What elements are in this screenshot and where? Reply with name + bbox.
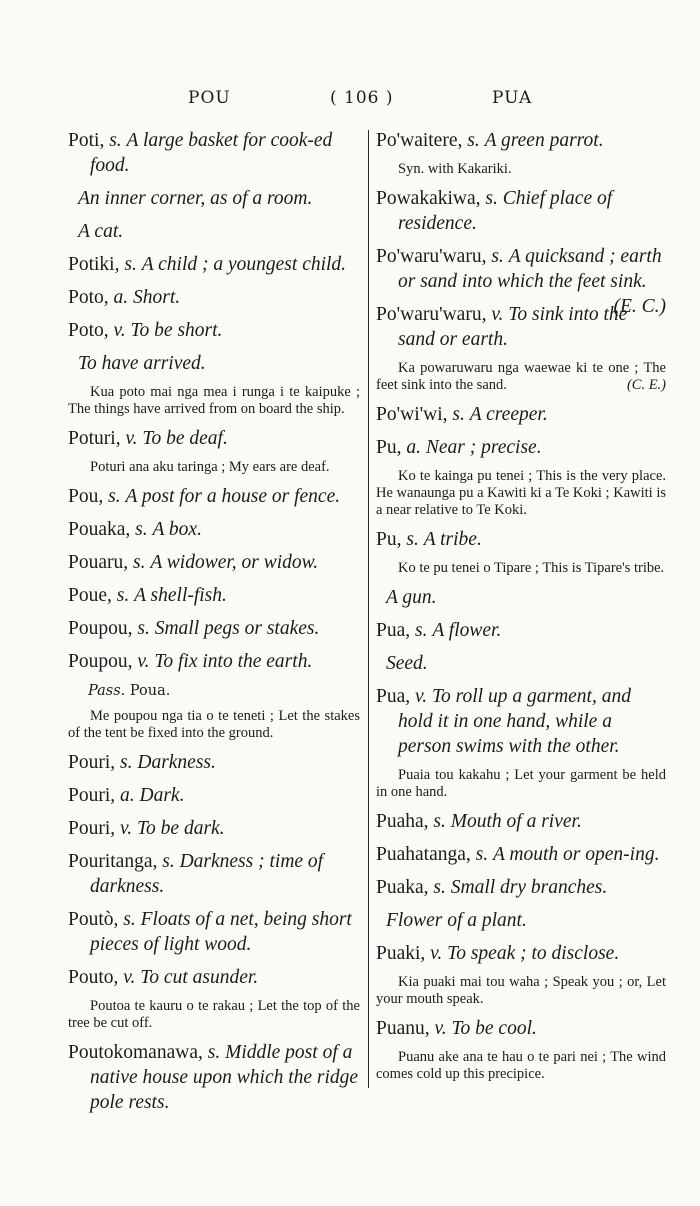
- entry-definition: A box.: [152, 519, 202, 540]
- entry-headword: Pouri: [68, 818, 111, 839]
- dictionary-entry: Poturi, v. To be deaf.: [68, 428, 228, 449]
- entry-part-of-speech: s.: [467, 130, 480, 151]
- entry-definition: To cut asunder.: [140, 967, 259, 988]
- entry-headword: Puahatanga: [376, 844, 466, 865]
- entry-part-of-speech: s.: [475, 844, 489, 865]
- dictionary-entry: Poutò, s. Floats of a net, being short pieces of light wood.: [68, 909, 352, 955]
- entry-headword: Poupou: [68, 618, 128, 639]
- entry-definition: Short.: [133, 287, 181, 308]
- entry-definition: Dark.: [139, 785, 185, 806]
- entry-part-of-speech: v.: [415, 686, 428, 707]
- dictionary-entry: Pouaka, s. A box.: [68, 519, 202, 540]
- entry-part-of-speech: s.: [491, 246, 504, 267]
- dictionary-entry: Powakakiwa, s. Chief place of residence.: [376, 188, 613, 234]
- dictionary-entry: Puanu, v. To be cool.: [376, 1018, 537, 1039]
- example-text: Poturi ana aku taringa ; My ears are deaf.: [90, 459, 330, 475]
- example-text: Kua poto mai nga mea i runga i te kaipuke ; The things have arrived from on board the ship.: [68, 384, 360, 417]
- dictionary-entry: Poto, a. Short.: [68, 287, 181, 308]
- example-text: Me poupou nga tia o te teneti ; Let the stakes of the tent be fixed into the ground.: [68, 708, 360, 741]
- dictionary-entry: Poue, s. A shell-fish.: [68, 585, 227, 606]
- entry-headword: Poutokomanawa: [68, 1042, 198, 1063]
- dictionary-entry: Poupou, s. Small pegs or stakes.: [68, 618, 320, 639]
- entry-headword: Poti: [68, 130, 100, 151]
- entry-headword: Pouri: [68, 785, 111, 806]
- entry-definition: Middle post of a native house upon which the ridge pole rests.: [90, 1042, 359, 1113]
- entry-definition: To roll up a garment, and hold it in one hand, while a person swims with the other.: [398, 686, 631, 757]
- entry-headword: Pua: [376, 620, 406, 641]
- usage-example: [376, 161, 666, 178]
- entry-definition: A large basket for cook-ed food.: [90, 130, 333, 176]
- entry-part-of-speech: v.: [123, 967, 136, 988]
- entry-definition: Small pegs or stakes.: [154, 618, 320, 639]
- dictionary-entry: Puaha, s. Mouth of a river.: [376, 811, 582, 832]
- example-text: Syn. with Kakariki.: [398, 161, 512, 177]
- entry-part-of-speech: s.: [124, 254, 137, 275]
- entry-definition: A widower, or widow.: [150, 552, 319, 573]
- passive-word: Poua.: [129, 683, 171, 699]
- entry-headword: Poto: [68, 320, 104, 341]
- entry-headword: Pua: [376, 686, 406, 707]
- entry-part-of-speech: s.: [485, 188, 498, 209]
- entry-definition: To fix into the earth.: [154, 651, 313, 672]
- dictionary-entry: Po'wi'wi, s. A creeper.: [376, 404, 548, 425]
- entry-headword: Puaki: [376, 943, 421, 964]
- dictionary-entry: Puahatanga, s. A mouth or open-ing.: [376, 844, 660, 865]
- usage-example: [376, 560, 666, 577]
- entry-definition: To be cool.: [451, 1018, 537, 1039]
- entry-source: (E. C.): [613, 296, 666, 317]
- entry-definition: To be dark.: [136, 818, 225, 839]
- usage-example: [68, 708, 360, 742]
- dictionary-entry: Po'waru'waru, s. A quicksand ; earth or sand into which the feet sink. (E. C.): [376, 246, 666, 317]
- entry-headword: Po'wi'wi: [376, 404, 443, 425]
- usage-example: [68, 459, 360, 476]
- dictionary-entry: Poutokomanawa, s. Middle post of a native house upon which the ridge pole rests.: [68, 1042, 359, 1113]
- entry-part-of-speech: s.: [123, 909, 136, 930]
- entry-definition: Floats of a net, being short pieces of light wood.: [90, 909, 352, 955]
- entry-headword: Poupou: [68, 651, 128, 672]
- entry-part-of-speech: s.: [120, 752, 133, 773]
- entry-part-of-speech: s.: [452, 404, 465, 425]
- example-text: Puanu ake ana te hau o te pari nei ; The wind comes cold up this precipice.: [376, 1049, 666, 1082]
- entry-definition: A creeper.: [469, 404, 548, 425]
- additional-sense: A gun.: [386, 587, 437, 608]
- entry-definition: A post for a house or fence.: [125, 486, 341, 507]
- entry-headword: Pouritanga: [68, 851, 153, 872]
- additional-sense: An inner corner, as of a room.: [78, 188, 313, 209]
- example-source: (C. E.): [626, 377, 666, 393]
- entry-part-of-speech: v.: [113, 320, 126, 341]
- dictionary-entry: Pua, v. To roll up a garment, and hold it in one hand, while a person swims with the other.: [376, 686, 631, 757]
- entry-part-of-speech: v.: [430, 943, 443, 964]
- entry-headword: Pouto: [68, 967, 114, 988]
- entry-part-of-speech: s.: [406, 529, 419, 550]
- dictionary-entry: Pu, s. A tribe.: [376, 529, 482, 550]
- entry-headword: Pu: [376, 529, 397, 550]
- usage-example: [376, 360, 666, 394]
- example-text: Ka powaruwaru nga waewae ki te one ; The feet sink into the sand.: [376, 360, 666, 393]
- entry-part-of-speech: v.: [125, 428, 138, 449]
- usage-example: [68, 384, 360, 418]
- dictionary-entry: Pouri, s. Darkness.: [68, 752, 216, 773]
- passive-label: Pass.: [88, 683, 126, 699]
- entry-part-of-speech: s.: [109, 130, 122, 151]
- example-text: Kia puaki mai tou waha ; Speak you ; or, Let your mouth speak.: [376, 974, 666, 1007]
- entry-headword: Pou: [68, 486, 99, 507]
- entry-definition: A child ; a youngest child.: [141, 254, 347, 275]
- entry-definition: A shell-fish.: [134, 585, 227, 606]
- dictionary-entry: Po'waitere, s. A green parrot.: [376, 130, 604, 151]
- entry-headword: Potiki: [68, 254, 115, 275]
- additional-sense: Seed.: [386, 653, 428, 674]
- entry-headword: Puanu: [376, 1018, 425, 1039]
- entry-definition: Small dry branches.: [450, 877, 608, 898]
- entry-headword: Pu: [376, 437, 397, 458]
- entry-part-of-speech: v.: [434, 1018, 447, 1039]
- example-text: Ko te pu tenei o Tipare ; This is Tipare's tribe.: [398, 560, 665, 576]
- entry-part-of-speech: s.: [162, 851, 175, 872]
- usage-example: [68, 998, 360, 1032]
- usage-example: [376, 1049, 666, 1083]
- example-text: Ko te kainga pu tenei ; This is the very place. He wanaunga pu a Kawiti ki a Te Koki ; Kawiti is a near relative to Te Koki.: [376, 468, 666, 518]
- page-number: ( 106 ): [330, 88, 394, 108]
- entry-part-of-speech: s.: [108, 486, 121, 507]
- passive-form: [68, 682, 360, 700]
- entry-definition: A tribe.: [423, 529, 482, 550]
- left-column: [68, 128, 360, 1123]
- entry-definition: To sink into the sand or earth.: [398, 304, 628, 350]
- entry-definition: A flower.: [432, 620, 502, 641]
- entry-definition: Darkness.: [137, 752, 216, 773]
- usage-example: [376, 767, 666, 801]
- entry-part-of-speech: s.: [135, 519, 148, 540]
- dictionary-entry: Po'waru'waru, v. To sink into the sand or earth.: [376, 304, 628, 350]
- page-header: [0, 88, 700, 112]
- additional-sense: To have arrived.: [78, 353, 206, 374]
- entry-part-of-speech: s.: [433, 811, 446, 832]
- entry-part-of-speech: v.: [137, 651, 150, 672]
- dictionary-entry: Pouto, v. To cut asunder.: [68, 967, 259, 988]
- entry-headword: Pouri: [68, 752, 111, 773]
- entry-part-of-speech: v.: [120, 818, 133, 839]
- entry-headword: Puaha: [376, 811, 424, 832]
- dictionary-entry: Puaki, v. To speak ; to disclose.: [376, 943, 620, 964]
- entry-part-of-speech: s.: [137, 618, 150, 639]
- dictionary-entry: Pouri, a. Dark.: [68, 785, 185, 806]
- entry-part-of-speech: a.: [113, 287, 129, 308]
- example-text: Puaia tou kakahu ; Let your garment be held in one hand.: [376, 767, 666, 800]
- header-left-guide-word: POU: [188, 88, 231, 108]
- entry-definition: To speak ; to disclose.: [447, 943, 620, 964]
- dictionary-entry: Pou, s. A post for a house or fence.: [68, 486, 341, 507]
- entry-part-of-speech: s.: [415, 620, 428, 641]
- entry-definition: A green parrot.: [484, 130, 604, 151]
- entry-headword: Poto: [68, 287, 104, 308]
- entry-headword: Poutò: [68, 909, 114, 930]
- dictionary-entry: Pouri, v. To be dark.: [68, 818, 225, 839]
- dictionary-entry: Poti, s. A large basket for cook-ed food.: [68, 130, 333, 176]
- entry-headword: Po'waitere: [376, 130, 458, 151]
- usage-example: [376, 468, 666, 519]
- entry-definition: Mouth of a river.: [450, 811, 582, 832]
- entry-definition: A quicksand ; earth or sand into which the feet sink.: [398, 246, 662, 292]
- entry-headword: Po'waru'waru: [376, 304, 482, 325]
- dictionary-entry: Puaka, s. Small dry branches.: [376, 877, 608, 898]
- entry-headword: Po'waru'waru: [376, 246, 482, 267]
- dictionary-entry: Pu, a. Near ; precise.: [376, 437, 542, 458]
- entry-part-of-speech: a.: [406, 437, 421, 458]
- dictionary-entry: Poupou, v. To fix into the earth.: [68, 651, 313, 672]
- dictionary-entry: Poto, v. To be short.: [68, 320, 223, 341]
- additional-sense: A cat.: [78, 221, 124, 242]
- dictionary-entry: Potiki, s. A child ; a youngest child.: [68, 254, 347, 275]
- usage-example: [376, 974, 666, 1008]
- additional-sense: Flower of a plant.: [386, 910, 527, 931]
- header-right-guide-word: PUA: [492, 88, 533, 108]
- entry-part-of-speech: v.: [491, 304, 504, 325]
- entry-headword: Puaka: [376, 877, 424, 898]
- dictionary-entry: Pouaru, s. A widower, or widow.: [68, 552, 319, 573]
- entry-part-of-speech: s.: [207, 1042, 221, 1063]
- entry-part-of-speech: s.: [133, 552, 146, 573]
- example-text: Poutoa te kauru o te rakau ; Let the top of the tree be cut off.: [68, 998, 360, 1031]
- entry-definition: A mouth or open-ing.: [492, 844, 660, 865]
- dictionary-entry: Pouritanga, s. Darkness ; time of darkness.: [68, 851, 324, 897]
- entry-definition: To be short.: [130, 320, 223, 341]
- entry-definition: Near ; precise.: [425, 437, 542, 458]
- right-column: [376, 128, 666, 1091]
- entry-headword: Poturi: [68, 428, 116, 449]
- entry-headword: Powakakiwa: [376, 188, 476, 209]
- entry-part-of-speech: s.: [116, 585, 130, 606]
- dictionary-entry: Pua, s. A flower.: [376, 620, 502, 641]
- entry-definition: To be deaf.: [142, 428, 228, 449]
- entry-part-of-speech: s.: [433, 877, 446, 898]
- entry-definition: Darkness ; time of darkness.: [90, 851, 324, 897]
- entry-part-of-speech: a.: [120, 785, 135, 806]
- entry-headword: Pouaka: [68, 519, 126, 540]
- entry-headword: Pouaru: [68, 552, 124, 573]
- entry-headword: Poue: [68, 585, 107, 606]
- entry-definition: Chief place of residence.: [398, 188, 613, 234]
- column-divider: [368, 130, 369, 1088]
